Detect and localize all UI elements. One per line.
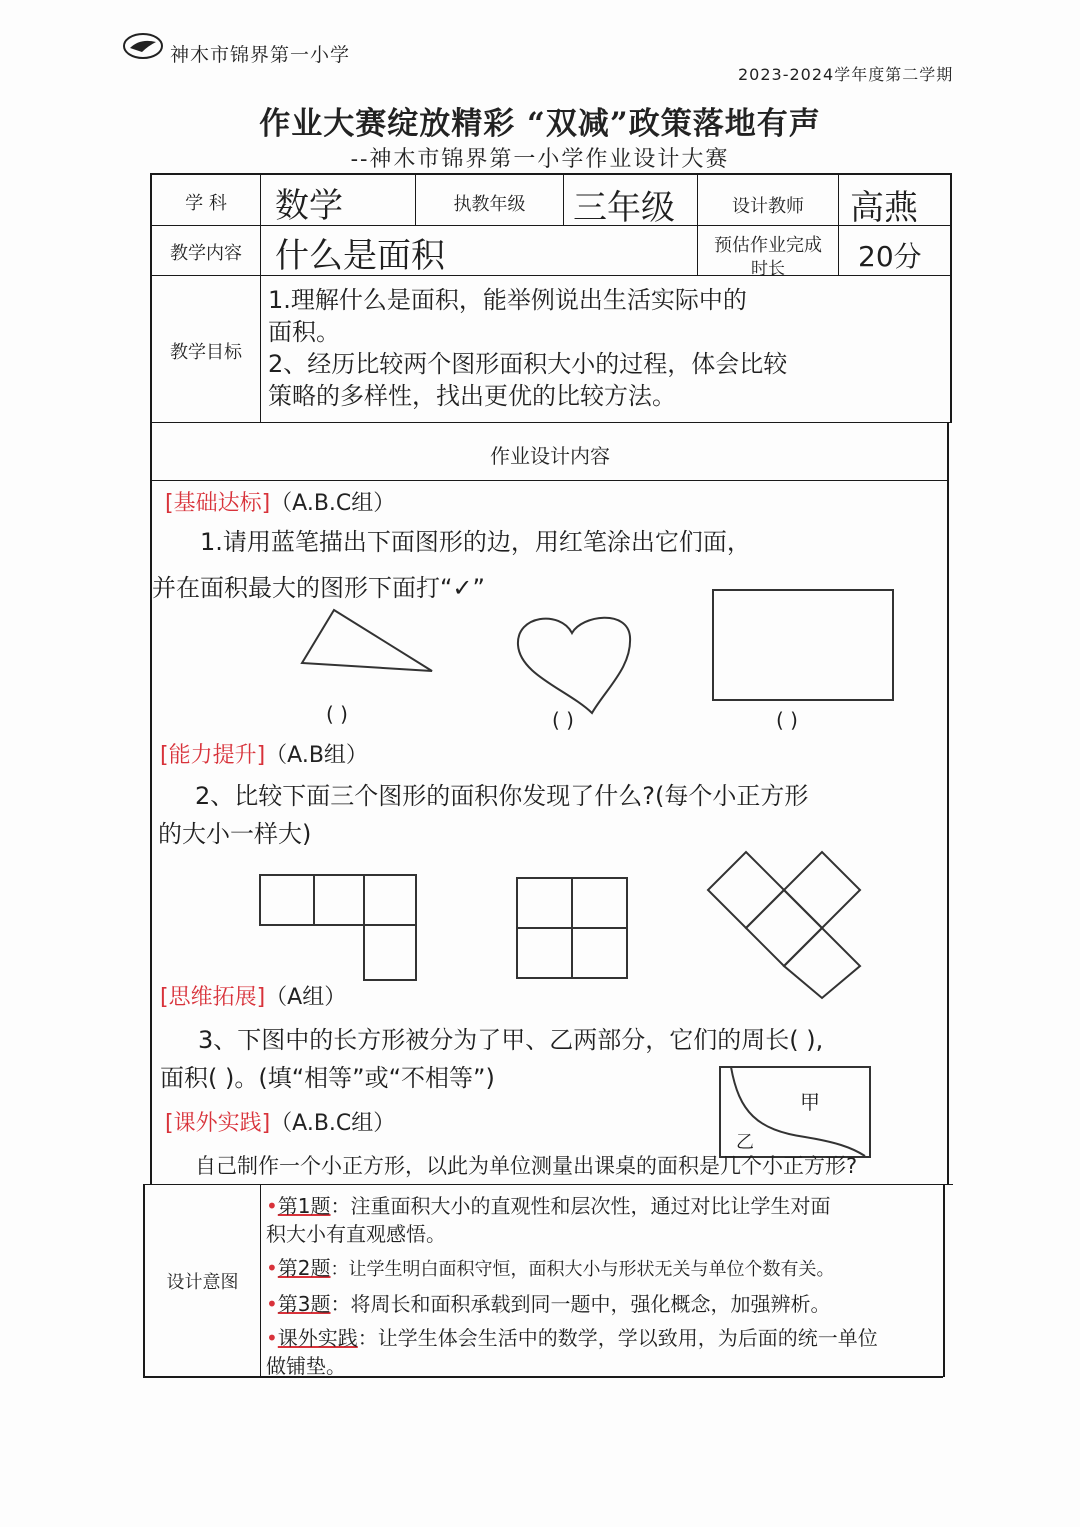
homework-header: 作业设计内容 — [490, 444, 610, 468]
time-value: 20分 — [858, 240, 922, 273]
q3-line2: 面积( )。(填“相等”或“不相等”) — [160, 1064, 495, 1092]
q1-line2: 并在面积最大的图形下面打“✓” — [152, 574, 485, 602]
practice-tag: [课外实践] — [165, 1111, 271, 1136]
answer-paren-3: ( ) — [776, 708, 798, 732]
intent-label: 设计意图 — [166, 1272, 239, 1293]
intent-text: 做铺垫。 — [266, 1354, 346, 1378]
page-subtitle: --神木市锦界第一小学作业设计大赛 — [350, 147, 730, 172]
intent-text: ：将周长和面积承载到同一题中，强化概念，加强辨析。 — [330, 1292, 831, 1316]
goal-line: 2、经历比较两个图形面积大小的过程，体会比较 — [268, 350, 788, 378]
yi-label: 乙 — [736, 1132, 754, 1153]
practice-groups: （A.B.C组） — [270, 1111, 396, 1136]
time-label: 预估作业完成 — [714, 235, 822, 256]
answer-paren-2: ( ) — [552, 708, 574, 732]
goal-list — [268, 284, 948, 412]
intent-list — [266, 1192, 938, 1380]
content-value: 什么是面积 — [275, 236, 445, 276]
answer-paren-1: ( ) — [326, 702, 348, 726]
practice-section-heading — [165, 1106, 395, 1137]
practice-text: 自己制作一个小正方形，以此为单位测量出课桌的面积是几个小正方形? — [195, 1154, 858, 1178]
intent-item: •课外实践：让学生体会生活中的数学，学以致用，为后面的统一单位 — [266, 1326, 878, 1350]
intent-text: ：注重面积大小的直观性和层次性，通过对比让学生对面 — [330, 1194, 831, 1218]
school-logo-icon — [122, 32, 164, 60]
intent-text: ：让学生体会生活中的数学，学以致用，为后面的统一单位 — [357, 1326, 878, 1350]
grade-label: 执教年级 — [453, 194, 526, 215]
basic-section-heading — [165, 486, 395, 517]
intent-item — [266, 1220, 938, 1248]
q1-line1: 1.请用蓝笔描出下面图形的边，用红笔涂出它们面， — [200, 528, 751, 556]
intent-text: 积大小有直观感悟。 — [266, 1222, 446, 1246]
intent-tag: 第3题 — [277, 1292, 331, 1316]
intent-item: •第2题：让学生明白面积守恒，面积大小与形状无关与单位个数有关。 — [266, 1256, 835, 1280]
heart-shape — [518, 618, 630, 713]
thinking-tag: [思维拓展] — [160, 985, 266, 1010]
q3-line1: 3、下图中的长方形被分为了甲、乙两部分，它们的周长( ), — [198, 1026, 824, 1054]
intent-text: ：让学生明白面积守恒，面积大小与形状无关与单位个数有关。 — [330, 1259, 835, 1280]
time-label-2: 时长 — [751, 259, 785, 279]
intent-tag: 第1题 — [277, 1194, 331, 1218]
intent-item — [266, 1352, 938, 1380]
subject-label: 学 科 — [185, 193, 227, 214]
jia-label: 甲 — [800, 1090, 820, 1114]
goal-label: 教学目标 — [170, 342, 242, 363]
ability-section-heading — [160, 738, 368, 769]
q2-shapes — [250, 840, 870, 1000]
basic-groups: （A.B.C组） — [270, 491, 396, 516]
goal-line: 策略的多样性，找出更优的比较方法。 — [268, 382, 676, 410]
thinking-groups: （A组） — [265, 985, 347, 1010]
subject-value: 数学 — [275, 186, 343, 226]
basic-tag: [基础达标] — [165, 491, 271, 516]
square-figure — [517, 878, 627, 978]
intent-tag: 课外实践 — [277, 1326, 358, 1350]
intent-item: •第1题：注重面积大小的直观性和层次性，通过对比让学生对面 — [266, 1194, 831, 1218]
school-name: 神木市锦界第一小学 — [170, 44, 351, 66]
q2-line1: 2、比较下面三个图形的面积你发现了什么?(每个小正方形 — [195, 782, 809, 810]
l-shape-figure — [260, 875, 416, 980]
teacher-label: 设计教师 — [732, 196, 804, 217]
triangle-shape — [302, 610, 432, 671]
thinking-section-heading — [160, 980, 346, 1011]
rectangle-shape — [713, 590, 893, 700]
goal-line: 面积。 — [268, 318, 340, 346]
q1-shapes — [290, 585, 930, 735]
ability-tag: [能力提升] — [160, 743, 266, 768]
grade-value: 三年级 — [573, 188, 675, 228]
goal-line: 1.理解什么是面积，能举例说出生活实际中的 — [268, 286, 747, 314]
content-label: 教学内容 — [170, 243, 242, 264]
intent-tag: 第2题 — [277, 1256, 331, 1280]
diagonal-figure — [708, 852, 860, 998]
teacher-value: 高燕 — [850, 188, 918, 228]
page-title: 作业大赛绽放精彩 “双减”政策落地有声 — [259, 106, 821, 142]
term-label: 2023-2024学年度第二学期 — [738, 65, 954, 84]
q2-line2: 的大小一样大) — [158, 820, 312, 848]
intent-item: •第3题：将周长和面积承载到同一题中，强化概念，加强辨析。 — [266, 1292, 831, 1316]
ability-groups: （A.B组） — [265, 743, 368, 768]
